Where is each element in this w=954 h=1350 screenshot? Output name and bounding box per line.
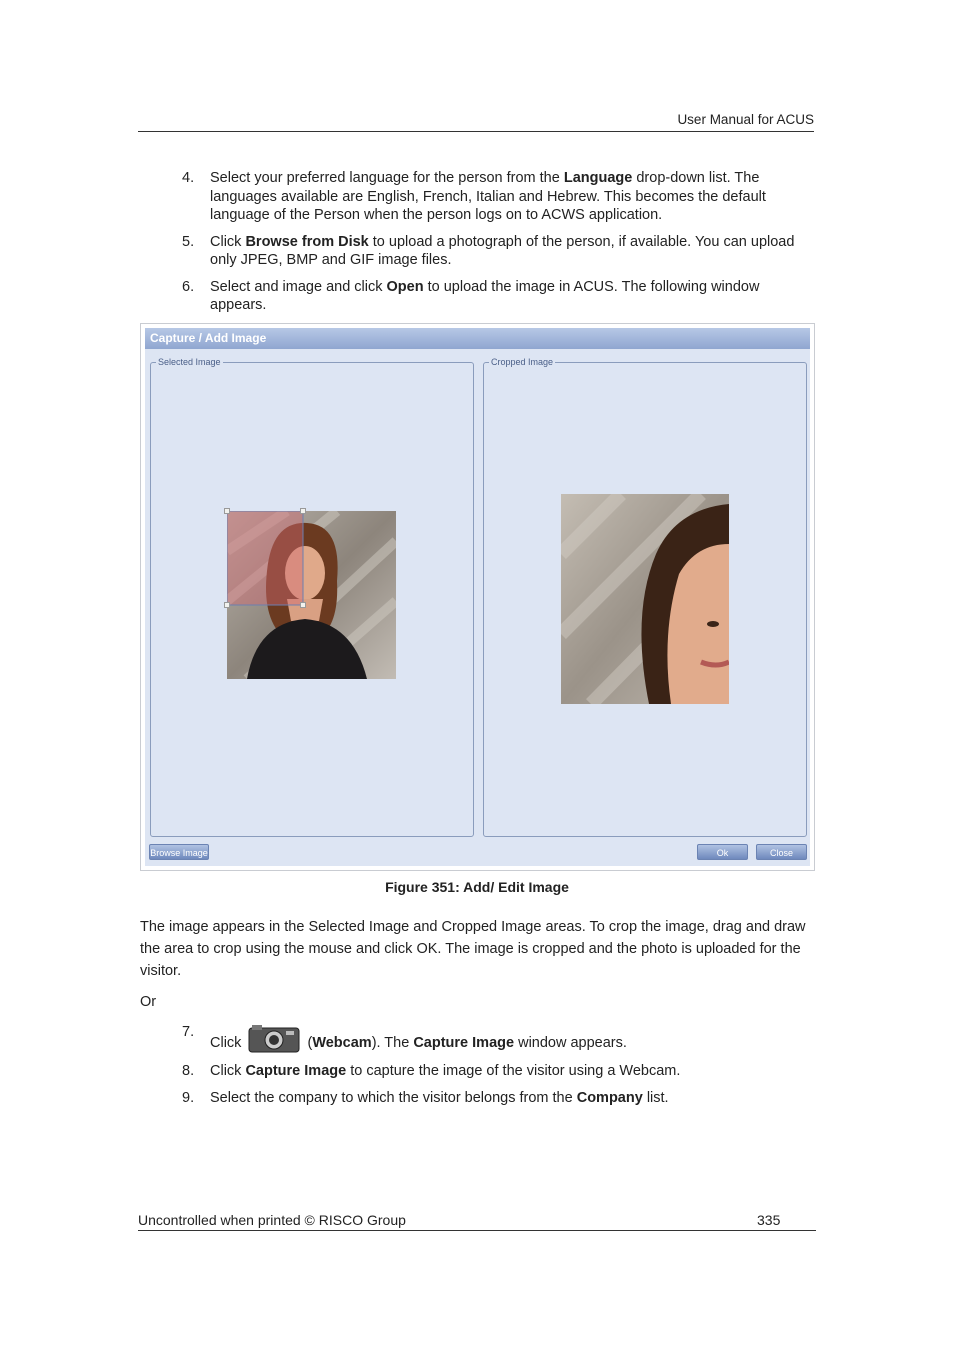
text-span: Click: [210, 1035, 246, 1051]
browse-image-button[interactable]: Browse Image: [149, 844, 209, 860]
selected-image-panel: [150, 357, 474, 837]
crop-handle[interactable]: [224, 602, 230, 608]
list-item: [180, 1062, 814, 1081]
text-span: window appears.: [514, 1035, 627, 1051]
list-item: [180, 1089, 814, 1108]
steps-list-bottom: [180, 1023, 814, 1115]
text-span: drop-down list. The languages available are English, French, Italian and Hebrew. This becomes the default language of the Person when the person logs on to ACWS application.: [210, 170, 766, 223]
selected-photo[interactable]: [227, 511, 396, 679]
text-span: to upload a photograph of the person, if available. You can upload only JPEG, BMP and GIF image files.: [210, 233, 795, 268]
footer-copyright: Uncontrolled when printed © RISCO Group: [138, 1212, 406, 1228]
bold-term: Capture Image: [413, 1035, 515, 1051]
list-number: 9.: [182, 1089, 195, 1106]
crop-handle[interactable]: [224, 508, 230, 514]
crop-handle[interactable]: [300, 602, 306, 608]
text-span: Click: [210, 1063, 246, 1079]
page-footer: [138, 1212, 816, 1231]
close-button[interactable]: Close: [756, 844, 807, 860]
bold-term: Capture Image: [245, 1063, 347, 1079]
bold-term: Language: [563, 170, 633, 186]
text-span: to upload the image in ACUS. The following window appears.: [210, 278, 760, 313]
crop-handle[interactable]: [300, 508, 306, 514]
bold-term: Webcam: [312, 1035, 372, 1051]
text-span: list.: [642, 1089, 669, 1106]
capture-add-image-window: [145, 328, 810, 866]
list-number: 5.: [182, 233, 195, 250]
bold-term: Company: [576, 1089, 643, 1106]
list-item: [180, 233, 814, 270]
text-span: Click: [210, 233, 246, 250]
selected-image-label: Selected Image: [158, 357, 221, 367]
window-title: Capture / Add Image: [145, 328, 810, 349]
page-header: [138, 112, 814, 132]
bold-term: Open: [386, 278, 424, 295]
bold-term: Browse from Disk: [245, 233, 369, 250]
cropped-photo: [561, 494, 729, 704]
header-title: User Manual for ACUS: [677, 112, 814, 127]
list-number: 6.: [182, 278, 195, 295]
body-paragraph: The image appears in the Selected Image and Cropped Image areas. To crop the image, drag and draw the area to crop using the mouse and click OK. The image is cropped and the photo is uploaded for the visitor.: [140, 919, 806, 979]
figure-screenshot: [140, 323, 815, 871]
cropped-image-label: Cropped Image: [491, 357, 554, 367]
text-span: to capture the image of the visitor using a Webcam.: [346, 1063, 681, 1079]
list-number: 4.: [182, 170, 195, 186]
camera-icon: [245, 1035, 303, 1051]
list-number: 7.: [182, 1024, 195, 1040]
steps-list-top: [180, 169, 814, 323]
text-span: Select your preferred language for the person from the: [210, 170, 564, 186]
text-span: Select the company to which the visitor belongs from the: [210, 1089, 577, 1106]
ok-button[interactable]: Ok: [697, 844, 748, 860]
list-item: [180, 278, 814, 315]
or-text: Or: [140, 994, 157, 1010]
text-span: (: [303, 1035, 313, 1051]
cropped-image-panel: [483, 357, 807, 837]
figure-caption: Figure 351: Add/ Edit Image: [385, 879, 569, 895]
text-span: ). The: [371, 1035, 414, 1051]
text-span: Select and image and click: [210, 278, 387, 295]
list-item: [180, 1023, 814, 1053]
list-number: 8.: [182, 1063, 195, 1079]
page-number: 335: [757, 1212, 781, 1228]
list-item: [180, 169, 814, 225]
